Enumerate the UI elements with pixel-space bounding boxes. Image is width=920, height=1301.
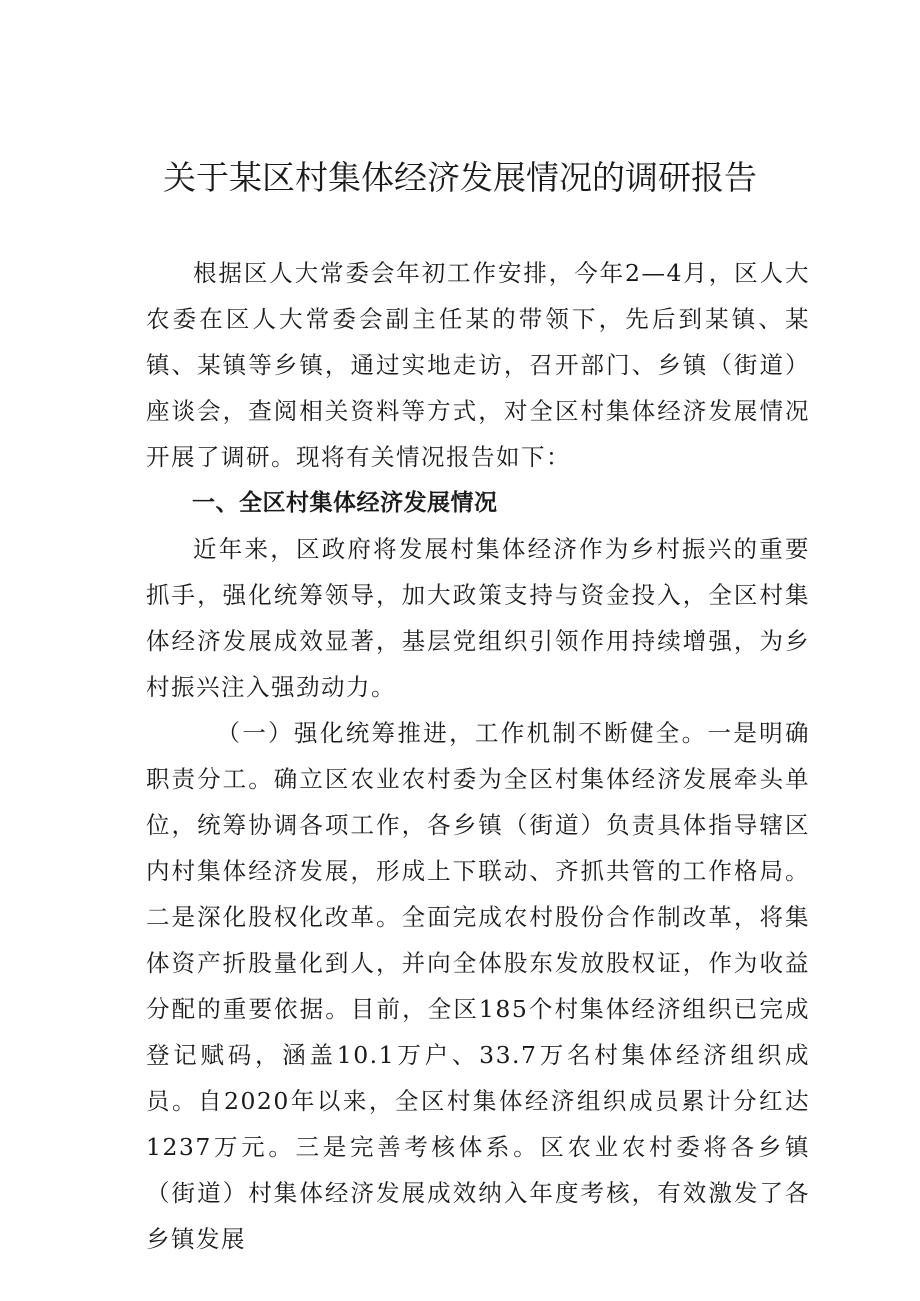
- section-heading: 一、全区村集体经济发展情况: [192, 490, 498, 516]
- document-title: 关于某区村集体经济发展情况的调研报告: [163, 158, 757, 197]
- intro-paragraph: 根据区人大常委会年初工作安排，今年2—4月，区人大农委在区人大常委会副主任某的带领下，先后到某镇、某镇、某镇等乡镇，通过实地走访，召开部门、乡镇（街道）座谈会，查阅相关资料等方式，对全区村集体经济发展情况开展了调研。现将有关情况报告如下：: [146, 259, 810, 471]
- section-paragraph: 近年来，区政府将发展村集体经济作为乡村振兴的重要抓手，强化统筹领导，加大政策支持与资金投入，全区村集体经济发展成效显著，基层党组织引领作用持续增强，为乡村振兴注入强劲动力。: [146, 535, 810, 701]
- subsection-paragraph: （一）强化统筹推进，工作机制不断健全。一是明确职责分工。确立区农业农村委为全区村集体经济发展牵头单位，统筹协调各项工作，各乡镇（街道）负责具体指导辖区内村集体经济发展，形成上下联动、齐抓共管的工作格局。二是深化股权化改革。全面完成农村股份合作制改革，将集体资产折股量化到人，并向全体股东发放股权证，作为收益分配的重要依据。目前，全区185个村集体经济组织已完成登记赋码，涵盖10.1万户、33.7万名村集体经济组织成员。自2020年以来，全区村集体经济组织成员累计分红达1237万元。三是完善考核体系。区农业农村委将各乡镇（街道）村集体经济发展成效纳入年度考核，有效激发了各乡镇发展: [146, 719, 810, 1253]
- document-body: [146, 250, 810, 1262]
